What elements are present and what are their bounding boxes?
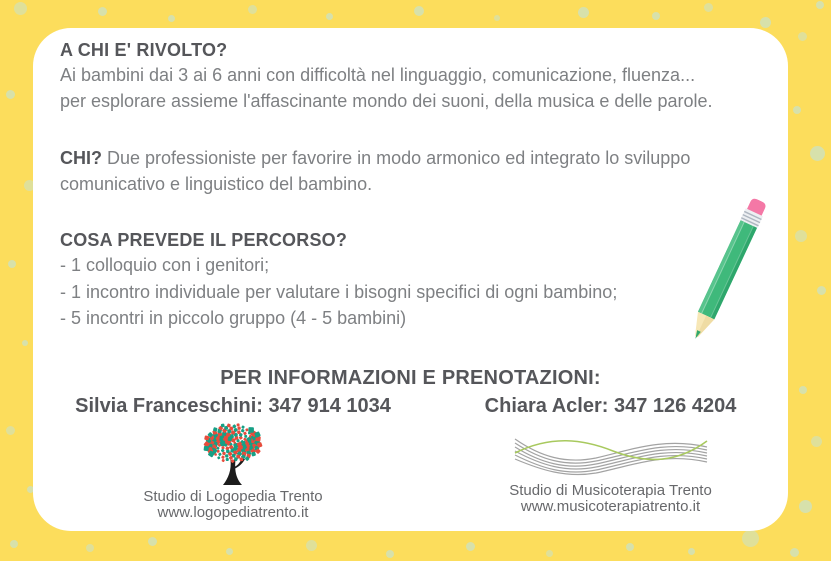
contact-right-website: www.musicoterapiatrento.it [520, 498, 701, 515]
polka-dot [704, 3, 713, 12]
polka-dot [799, 386, 807, 394]
polka-dot [811, 436, 822, 447]
contact-left-website: www.logopediatrento.it [157, 504, 309, 521]
polka-dot [226, 548, 233, 555]
polka-dot [8, 260, 16, 268]
polka-dot [466, 542, 475, 551]
polka-dot [790, 548, 799, 557]
polka-dot [248, 5, 257, 14]
polka-dot [578, 7, 589, 18]
percorso-item-1: - 1 colloquio con i genitori; [60, 255, 270, 275]
polka-dot [799, 500, 812, 513]
polka-dot [326, 13, 333, 20]
polka-dot [798, 32, 807, 41]
polka-dot [760, 17, 771, 28]
contacts-section [33, 366, 788, 521]
polka-dot [306, 540, 317, 551]
polka-dot [816, 1, 824, 9]
polka-dot [10, 540, 18, 548]
polka-dot [810, 146, 825, 161]
chi-text: Due professioniste per favorire in modo armonico ed integrato lo sviluppo comunicativo e linguistico del bambino. [60, 148, 691, 194]
polka-dot [6, 426, 15, 435]
polka-dot [742, 530, 759, 547]
contact-right-name-phone: Chiara Acler: 347 126 4204 [484, 395, 737, 417]
polka-dot [652, 12, 660, 20]
contact-left-name-phone: Silvia Franceschini: 347 914 1034 [75, 395, 391, 417]
section-heading-rivolto: A CHI E' RIVOLTO? [60, 40, 228, 60]
polka-dot [6, 90, 15, 99]
percorso-item-2: - 1 incontro individuale per valutare i bisogni specifici di ogni bambino; [60, 281, 618, 302]
flyer-text-content [60, 38, 764, 332]
polka-dot [817, 286, 826, 295]
contact-right-studio: Studio di Musicoterapia Trento [509, 482, 712, 499]
polka-dot [98, 7, 107, 16]
polka-dot [386, 550, 394, 558]
section-heading-chi: CHI? [60, 148, 102, 168]
polka-dot [795, 230, 807, 242]
polka-dot [168, 15, 175, 22]
polka-dot [494, 15, 500, 21]
contact-left-studio: Studio di Logopedia Trento [143, 488, 323, 505]
flyer-card [33, 28, 788, 531]
polka-dot [14, 2, 27, 15]
contacts-heading: PER INFORMAZIONI E PRENOTAZIONI: [220, 367, 601, 389]
percorso-item-3: - 5 incontri in piccolo gruppo (4 - 5 bambini) [60, 308, 407, 328]
polka-dot [546, 550, 553, 557]
polka-dot [688, 548, 695, 555]
rivolto-line-2: per esplorare assieme l'affascinante mondo dei suoni, della musica e delle parole. [60, 91, 713, 111]
polka-dot [86, 544, 94, 552]
rivolto-line-1: Ai bambini dai 3 ai 6 anni con difficoltà nel linguaggio, comunicazione, fluenza... [60, 65, 696, 85]
musicoterapia-waves-logo-icon [433, 421, 788, 489]
polka-dot [148, 537, 157, 546]
polka-dot [22, 340, 28, 346]
polka-dot [626, 543, 634, 551]
chi-paragraph [60, 145, 760, 197]
polka-dot [793, 106, 801, 114]
polka-dot [414, 6, 424, 16]
logopedia-tree-logo-icon [33, 421, 433, 489]
section-heading-percorso: COSA PREVEDE IL PERCORSO? [60, 230, 348, 250]
